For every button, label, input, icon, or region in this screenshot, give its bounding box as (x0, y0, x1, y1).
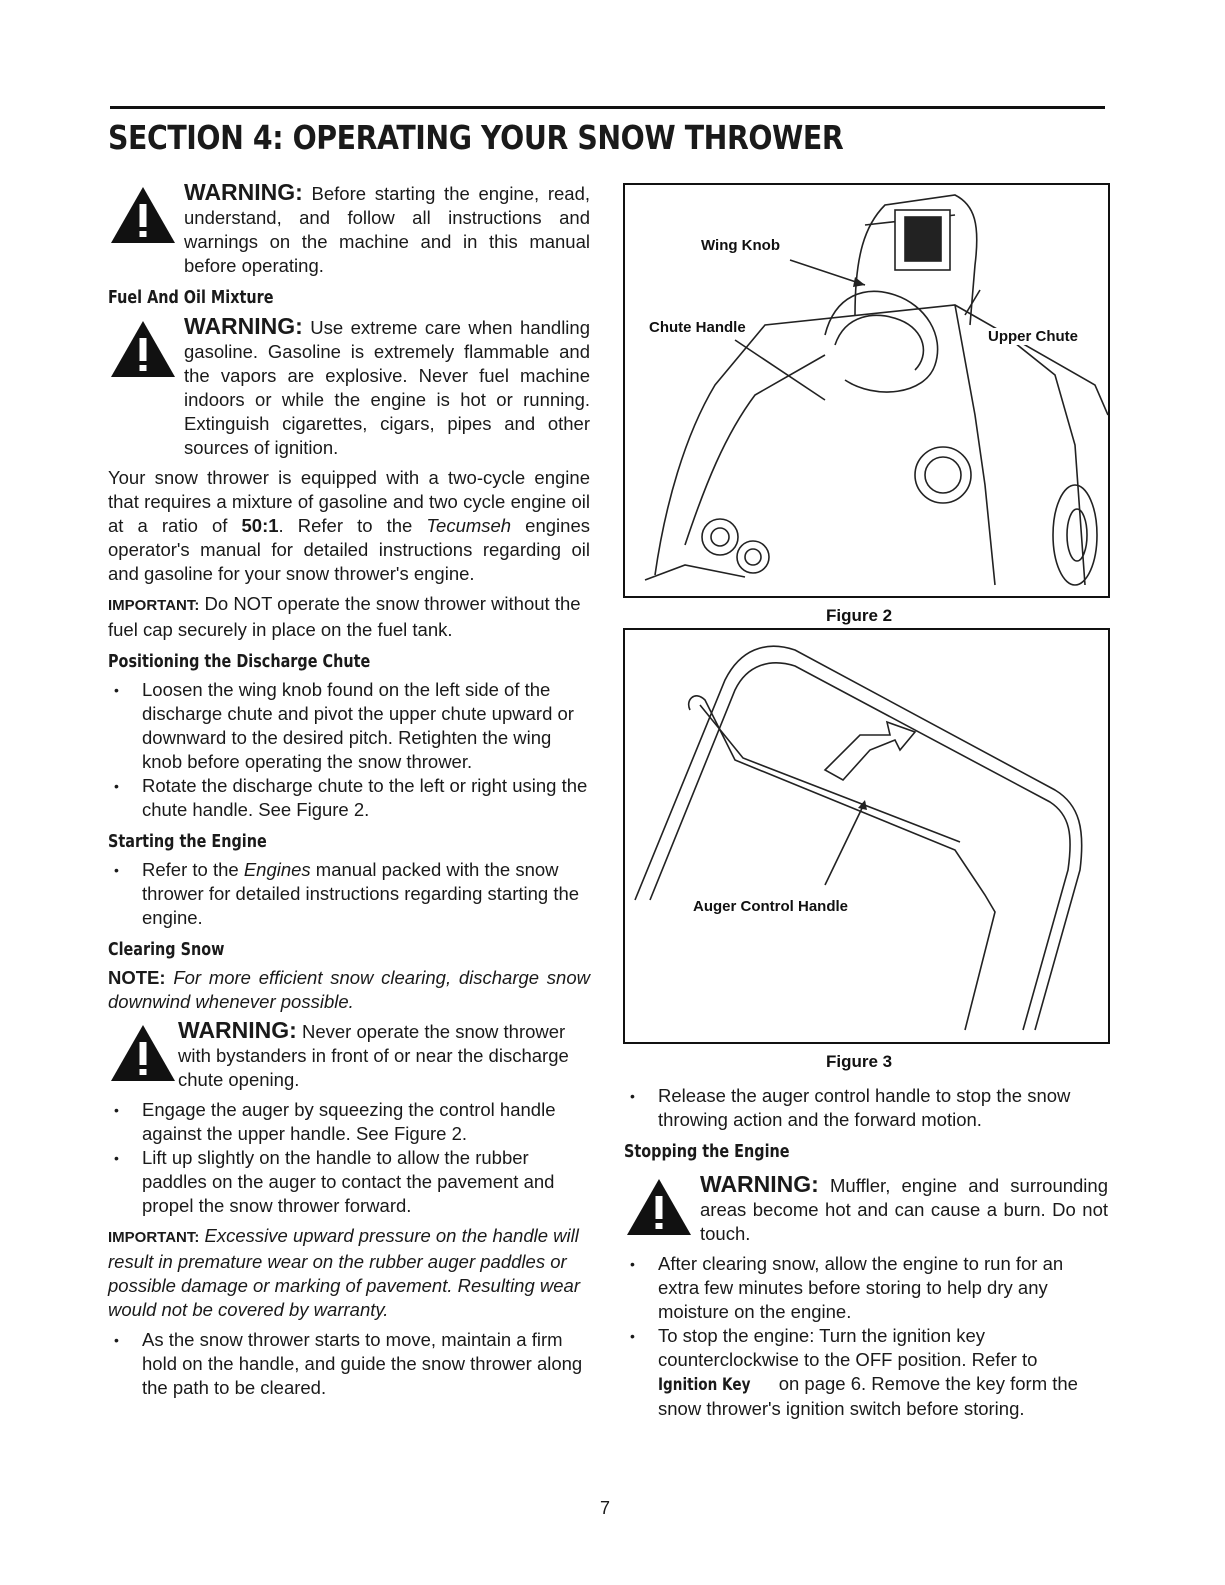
warning-icon (110, 320, 176, 378)
heading-fuel-oil: Fuel And Oil Mixture (108, 287, 274, 308)
heading-clearing-snow: Clearing Snow (108, 939, 225, 960)
ref-ignition-key: Ignition Key (658, 1375, 751, 1395)
warning-text: Muffler, engine and surrounding areas become hot and can cause a burn. Do not touch. (700, 1175, 1108, 1244)
section-title: SECTION 4: OPERATING YOUR SNOW THROWER (108, 118, 844, 157)
label-chute-handle: Chute Handle (649, 319, 746, 336)
stop-list (624, 1252, 1108, 1421)
warning-icon (626, 1178, 692, 1236)
warning-label: WARNING: (184, 313, 303, 339)
figure-3-caption: Figure 3 (826, 1052, 893, 1071)
warning-before-starting (108, 180, 590, 278)
warning-text: Before starting the engine, read, understand, and follow all instructions and warnings on the machine and in this manual before operating. (184, 183, 591, 276)
warning-icon (110, 1024, 176, 1082)
auger-handle-illustration (625, 630, 1108, 1042)
list-item: • Lift up slightly on the handle to allow the rubber paddles on the auger to contact the pavement and propel the snow thrower forward. (108, 1146, 590, 1218)
warning-hot-muffler (624, 1172, 1108, 1246)
list-item: • As the snow thrower starts to move, maintain a firm hold on the handle, and guide the snow thrower along the path to be cleared. (108, 1328, 590, 1400)
label-wing-knob: Wing Knob (701, 237, 781, 254)
warning-label: WARNING: (178, 1017, 297, 1043)
warning-icon (110, 186, 176, 244)
right-column (624, 1084, 1108, 1421)
move-list (108, 1328, 590, 1400)
label-auger-control-handle: Auger Control Handle (693, 898, 849, 915)
label-upper-chute: Upper Chute (988, 328, 1078, 345)
warning-label: WARNING: (184, 179, 303, 205)
start-list (108, 858, 590, 930)
chute-list (108, 678, 590, 822)
fuel-mixture-paragraph: Your snow thrower is equipped with a two-cycle engine that requires a mixture of gasoline and two cycle engine oil at a ratio of 50:1. Refer to the Tecumseh engines operator's manual for detailed instructions regarding oil and gasoline for your snow thrower's engine. (108, 467, 590, 584)
list-item: • After clearing snow, allow the engine to run for an extra few minutes before storing to help dry any moisture on the engine. (624, 1252, 1108, 1324)
heading-starting-engine: Starting the Engine (108, 831, 267, 852)
figure-2-box (623, 183, 1110, 598)
heading-stopping-engine: Stopping the Engine (624, 1141, 790, 1162)
list-item: • Engage the auger by squeezing the control handle against the upper handle. See Figure 2. (108, 1098, 590, 1146)
warning-bystanders (108, 1018, 590, 1092)
page-number: 7 (600, 1498, 611, 1518)
snow-thrower-chute-illustration (625, 185, 1108, 596)
list-item: • Loosen the wing knob found on the left side of the discharge chute and pivot the upper chute upward or downward to the desired pitch. Retighten the wing knob before operating the snow thrower. (108, 678, 590, 774)
release-list (624, 1084, 1108, 1132)
figure-2-caption: Figure 2 (826, 606, 893, 625)
clearing-list (108, 1098, 590, 1218)
list-item: • To stop the engine: Turn the ignition key counterclockwise to the OFF position. Refer to Ignition Key on page 6. Remove the key form the snow thrower's ignition switch before storing. (624, 1324, 1108, 1421)
note-downwind: NOTE: For more efficient snow clearing, discharge snow downwind whenever possible. (108, 967, 590, 1012)
list-item: • Rotate the discharge chute to the left or right using the chute handle. See Figure 2. (108, 774, 590, 822)
header-rule (110, 106, 1105, 109)
important-upward-pressure: IMPORTANT: Excessive upward pressure on the handle will result in premature wear on the rubber auger paddles or possible damage or marking of pavement. Resulting wear would not be covered by warranty. (108, 1225, 580, 1320)
important-fuel-cap: IMPORTANT: Do NOT operate the snow thrower without the fuel cap securely in place on the fuel tank. (108, 593, 581, 640)
warning-text: Never operate the snow thrower with bystanders in front of or near the discharge chute opening. (178, 1021, 569, 1090)
warning-label: WARNING: (700, 1171, 819, 1197)
list-item: • Release the auger control handle to stop the snow throwing action and the forward motion. (624, 1084, 1108, 1132)
warning-gasoline (108, 314, 590, 460)
figure-3-box (623, 628, 1110, 1044)
left-column (108, 180, 590, 1400)
warning-text: Use extreme care when handling gasoline. Gasoline is extremely flammable and the vapors are explosive. Never fuel machine indoors or while the engine is hot or running. Extinguish cigarettes, cigars, pipes and other sources of ignition. (184, 317, 590, 458)
heading-discharge-chute: Positioning the Discharge Chute (108, 651, 371, 672)
list-item: • Refer to the Engines manual packed with the snow thrower for detailed instructions regarding starting the engine. (108, 858, 590, 930)
